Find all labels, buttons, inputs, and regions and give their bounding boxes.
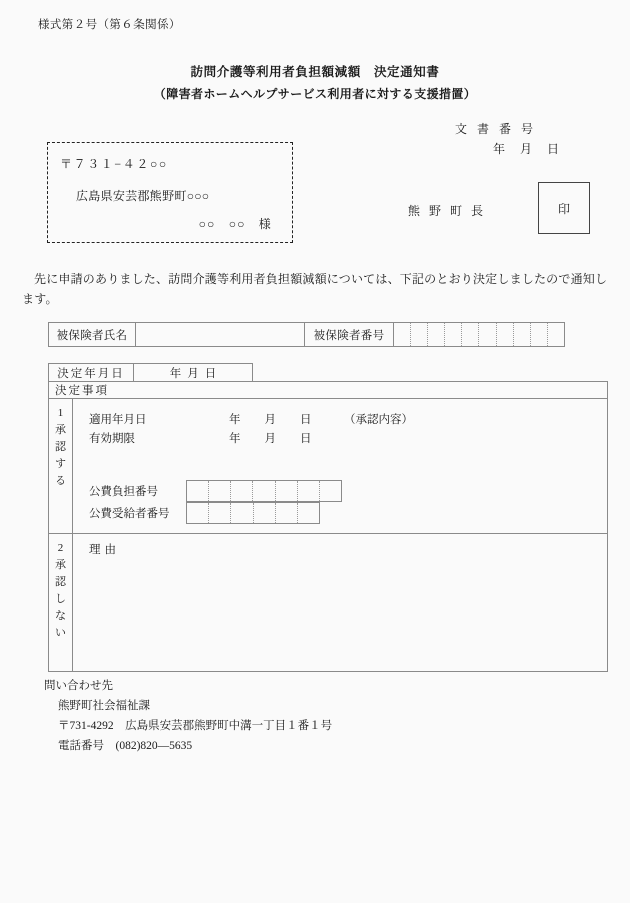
digit-cell — [428, 323, 445, 346]
digit-cell — [445, 323, 462, 346]
digit-cell — [462, 323, 479, 346]
document-title-block — [0, 62, 630, 102]
notice-body-text: 先に申請のありました、訪問介護等利用者負担額減額については、下記のとおり決定しましたので通知します。 — [22, 272, 608, 306]
digit-cell — [187, 481, 209, 501]
section2-vertical-label — [49, 540, 72, 642]
section2-char: い — [55, 627, 66, 640]
digit-cell — [479, 323, 496, 346]
digit-cell — [497, 323, 514, 346]
issuer-title: 熊野町長 — [408, 204, 493, 218]
digit-cell — [253, 481, 275, 501]
expiry-date-label: 有効期限 — [89, 433, 135, 445]
approval-content-note: （承認内容） — [344, 414, 413, 426]
section2-char: し — [55, 593, 66, 606]
digit-cell — [411, 323, 428, 346]
digit-cell — [531, 323, 548, 346]
section1-char: 承 — [55, 424, 66, 437]
section1-vertical-label — [49, 405, 72, 490]
contact-department: 熊野町社会福祉課 — [58, 700, 150, 713]
decision-date-label: 決定年月日 — [48, 363, 134, 382]
section1-char: る — [55, 475, 66, 488]
digit-cell — [254, 503, 276, 523]
expiry-date-input[interactable]: 年月日 — [229, 433, 336, 445]
section1-char: 認 — [55, 441, 66, 454]
section2-char: な — [55, 610, 66, 623]
insured-number-label: 被保険者番号 — [304, 322, 394, 347]
recipient-postal-code: 〒７３１−４２○○ — [60, 157, 168, 171]
public-burden-number-input[interactable] — [186, 480, 342, 502]
reason-label: 理由 — [89, 544, 120, 556]
digit-cell — [209, 503, 231, 523]
contact-phone: 電話番号 (082)820—5635 — [58, 740, 193, 753]
apply-date-input[interactable]: 年月日 — [229, 414, 336, 426]
insured-name-input[interactable] — [135, 322, 305, 347]
vertical-column-divider — [72, 399, 73, 671]
public-recipient-number-label: 公費受給者番号 — [89, 508, 170, 520]
document-date-label: 年月日 — [493, 142, 575, 156]
digit-cell — [394, 323, 411, 346]
decision-items-header: 決定事項 — [48, 381, 608, 399]
digit-cell — [514, 323, 531, 346]
official-seal-box: 印 — [538, 182, 590, 234]
section1-char: す — [55, 458, 66, 471]
recipient-address-box — [47, 142, 293, 243]
insured-name-label: 被保険者氏名 — [48, 322, 136, 347]
contact-heading: 問い合わせ先 — [44, 680, 113, 692]
public-burden-number-label: 公費負担番号 — [89, 486, 158, 498]
section2-char: 承 — [55, 559, 66, 572]
digit-cell — [298, 481, 320, 501]
form-id-label: 様式第２号（第６条関係） — [38, 19, 181, 31]
page-subtitle: （障害者ホームヘルプサービス利用者に対する支援措置） — [153, 87, 477, 101]
contact-address: 〒731-4292 広島県安芸郡熊野町中溝一丁目１番１号 — [58, 720, 333, 733]
digit-cell — [548, 323, 564, 346]
section2-char: 認 — [55, 576, 66, 589]
decision-items-table — [48, 398, 608, 672]
public-recipient-number-input[interactable] — [186, 502, 320, 524]
digit-cell — [320, 481, 341, 501]
page-title: 訪問介護等利用者負担額減額 決定通知書 — [190, 65, 440, 79]
digit-cell — [276, 503, 298, 523]
digit-cell — [276, 481, 298, 501]
recipient-name: ○○ ○○ 様 — [198, 217, 272, 231]
section1-index: 1 — [57, 407, 64, 419]
decision-date-input[interactable]: 年月日 — [133, 363, 253, 382]
apply-date-label: 適用年月日 — [89, 414, 147, 426]
section2-index: 2 — [57, 542, 64, 554]
digit-cell — [231, 481, 253, 501]
section-divider — [49, 533, 607, 534]
document-number-label: 文書番号 — [455, 122, 544, 136]
insured-number-input[interactable] — [393, 322, 565, 347]
digit-cell — [231, 503, 253, 523]
digit-cell — [298, 503, 319, 523]
recipient-address: 広島県安芸郡熊野町○○○ — [76, 189, 210, 203]
contact-footer — [44, 676, 332, 757]
digit-cell — [187, 503, 209, 523]
digit-cell — [209, 481, 231, 501]
